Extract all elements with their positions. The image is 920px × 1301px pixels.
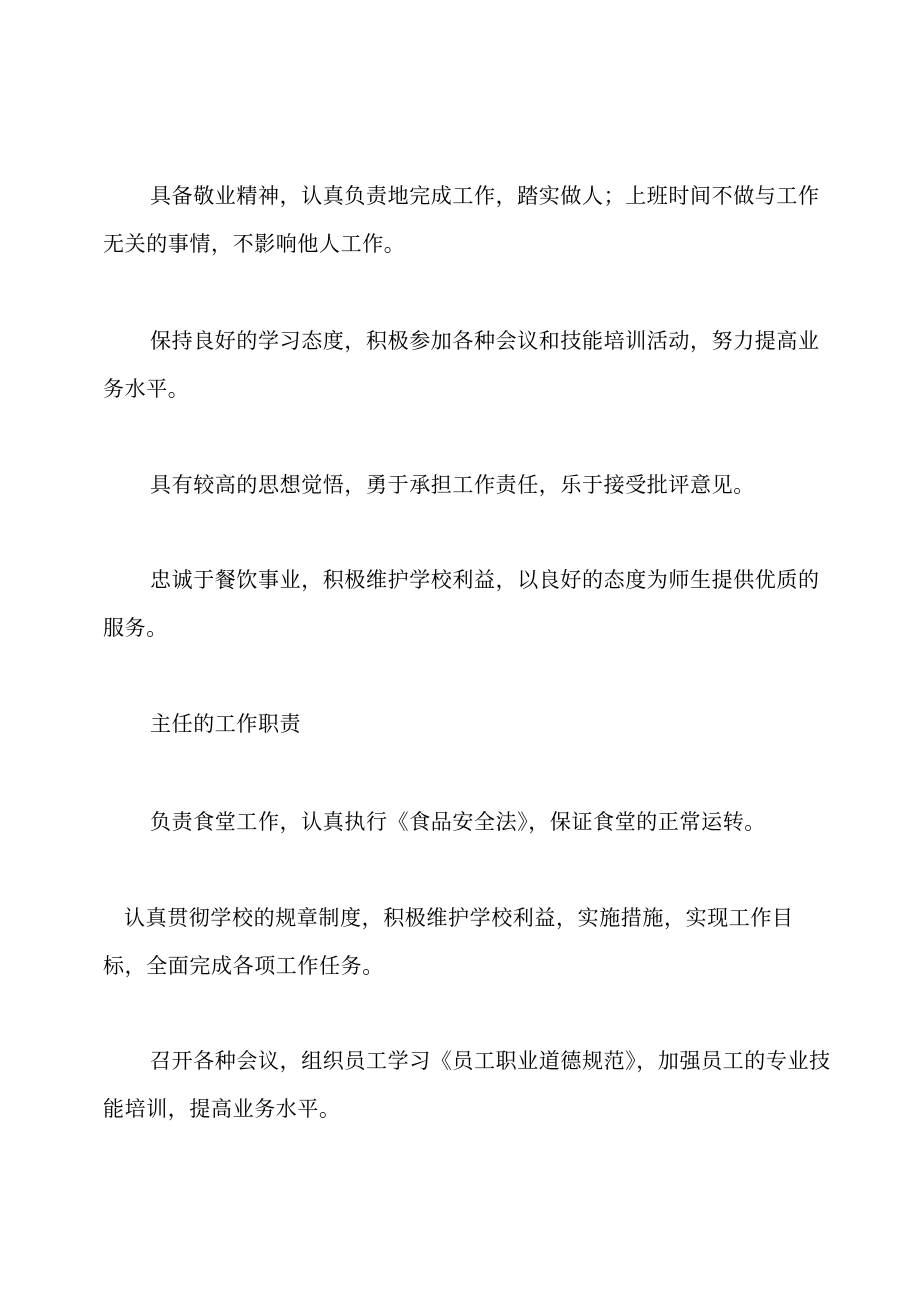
duty-staff-training: 召开各种会议，组织员工学习《员工职业道德规范》，加强员工的专业技能培训，提高业务水平。 bbox=[103, 1049, 831, 1121]
section-heading-director-duties: 主任的工作职责 bbox=[150, 712, 302, 736]
duty-implement-rules: 认真贯彻学校的规章制度，积极维护学校利益，实施措施，实现工作目标，全面完成各项工作任务。 bbox=[103, 906, 794, 978]
paragraph-learning-attitude: 保持良好的学习态度，积极参加各种会议和技能培训活动，努力提高业务水平。 bbox=[103, 329, 820, 401]
paragraph-ideological-awareness: 具有较高的思想觉悟，勇于承担工作责任，乐于接受批评意见。 bbox=[150, 473, 755, 497]
paragraph-loyalty: 忠诚于餐饮事业，积极维护学校利益，以良好的态度为师生提供优质的服务。 bbox=[103, 568, 820, 640]
paragraph-dedication: 具备敬业精神，认真负责地完成工作，踏实做人；上班时间不做与工作无关的事情，不影响他人工作。 bbox=[103, 184, 820, 256]
duty-canteen-management: 负责食堂工作，认真执行《食品安全法》，保证食堂的正常运转。 bbox=[150, 810, 766, 834]
